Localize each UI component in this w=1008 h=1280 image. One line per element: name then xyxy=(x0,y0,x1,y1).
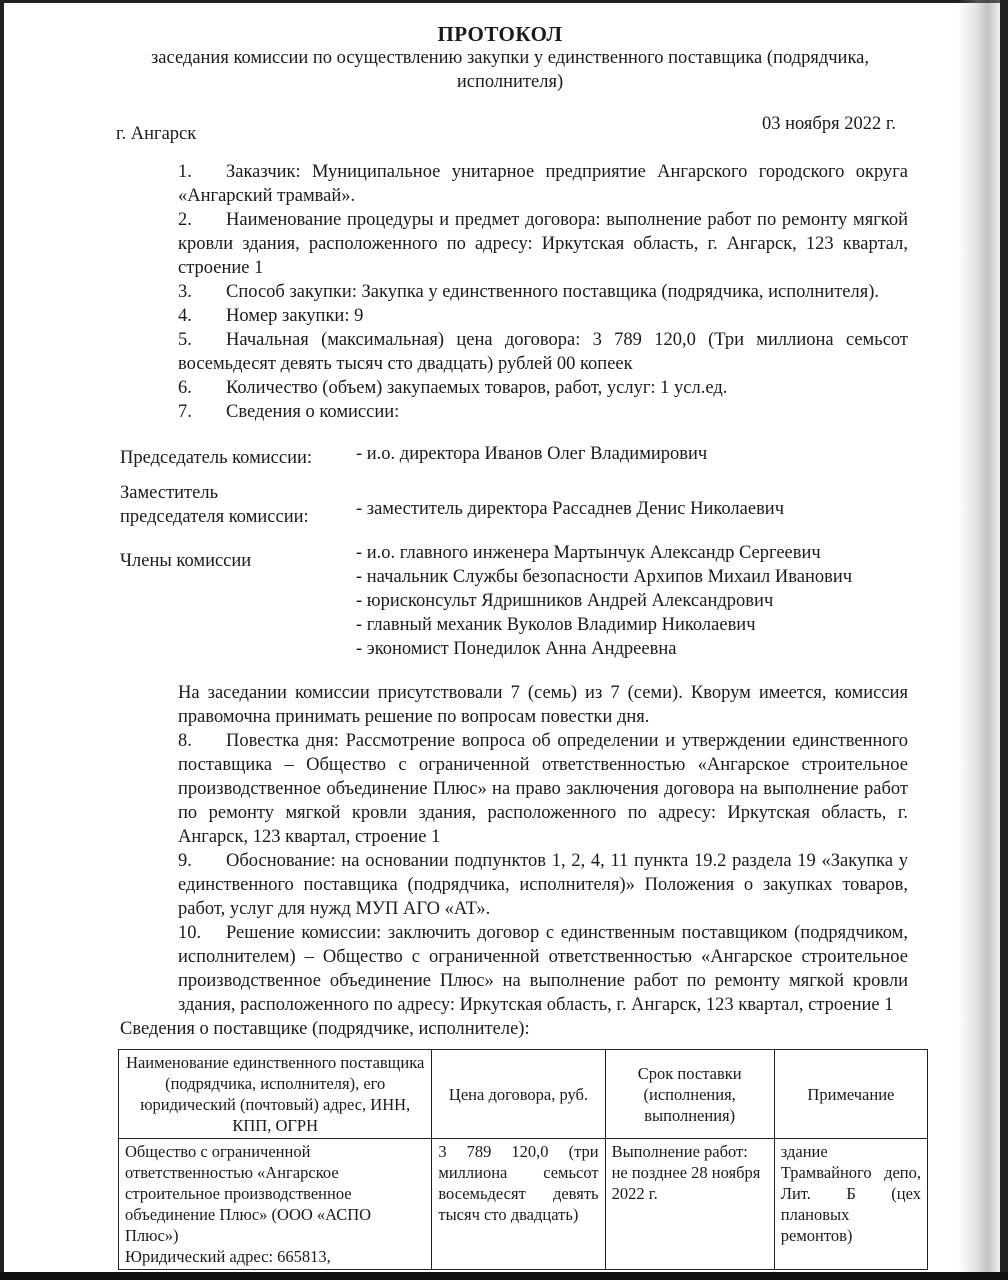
header-supplier: Наименование единственного поставщика (подрядчика, исполнителя), его юридический (почтовый) адрес, ИНН, КПП, ОГРН xyxy=(119,1050,432,1139)
item-2: 2. Наименование процедуры и предмет договора: выполнение работ по ремонту мягкой кровли здания, расположенного по адресу: Иркутская область, г. Ангарск, 123 квартал, строение 1 xyxy=(178,210,908,278)
member-2: - начальник Службы безопасности Архипов Михаил Иванович xyxy=(356,567,853,587)
document-date: 03 ноября 2022 г. xyxy=(762,114,896,134)
subtitle-line-1: заседания комиссии по осуществлению закупки у единственного поставщика (подрядчика, xyxy=(150,48,869,68)
items-block xyxy=(120,160,908,424)
table-header-row xyxy=(119,1050,928,1139)
document-subtitle xyxy=(100,46,920,94)
scan-border-right xyxy=(1000,0,1008,1280)
members-list xyxy=(356,541,852,661)
quorum-paragraph: На заседании комиссии присутствовали 7 (семь) из 7 (семи). Кворум имеется, комиссия правомочна принимать решение по вопросам повестки дня. xyxy=(178,683,908,727)
cell-price: 3 789 120,0 (три миллиона семьсот восемьдесят девять тысяч сто двадцать) xyxy=(432,1139,605,1270)
cell-note: здание Трамвайного депо, Лит. Б (цех плановых ремонтов) xyxy=(774,1139,927,1270)
item-10: 10. Решение комиссии: заключить договор с единственным поставщиком (подрядчиком, исполнителем) – Общество с ограниченной ответственностью «Ангарское строительное производственное объединение Плюс» на выполнение работ по ремонту мягкой кровли здания, расположенного по адресу: Иркутская область, г. Ангарск, 123 квартал, строение 1 xyxy=(178,923,908,1015)
cell-supplier xyxy=(119,1139,432,1270)
deputy-value: - заместитель директора Рассаднев Денис Николаевич xyxy=(356,499,785,519)
subtitle-line-2: исполнителя) xyxy=(456,72,564,92)
members-label: Члены комиссии xyxy=(120,551,252,571)
supplier-address: Юридический адрес: 665813, xyxy=(125,1247,331,1266)
item-4: 4. Номер закупки: 9 xyxy=(178,306,364,326)
supplier-name: Общество с ограниченной ответственностью «Ангарское строительное производственное объединение Плюс» (ООО «АСПО Плюс») xyxy=(125,1142,372,1245)
item-7: 7. Сведения о комиссии: xyxy=(178,402,400,422)
member-5: - экономист Понедилок Анна Андреевна xyxy=(356,639,677,659)
member-4: - главный механик Вуколов Владимир Николаевич xyxy=(356,615,756,635)
item-3: 3. Способ закупки: Закупка у единственного поставщика (подрядчика, исполнителя). xyxy=(178,282,880,302)
item-8: 8. Повестка дня: Рассмотрение вопроса об определении и утверждении единственного поставщика – Общество с ограниченной ответственностью «Ангарское строительное производственное объединение Плюс» на право заключения договора на выполнение работ по ремонту мягкой кровли здания, расположенного по адресу: Иркутская область, г. Ангарск, 123 квартал, строение 1 xyxy=(178,731,908,847)
decision-block xyxy=(120,681,908,1041)
city: г. Ангарск xyxy=(116,124,197,144)
supplier-table xyxy=(118,1049,928,1270)
cell-term: Выполнение работ: не позднее 28 ноября 2022 г. xyxy=(605,1139,774,1270)
scan-border-bottom xyxy=(0,1272,1008,1280)
item-1: 1. Заказчик: Муниципальное унитарное предприятие Ангарского городского округа «Ангарский трамвай». xyxy=(178,162,908,206)
item-5: 5. Начальная (максимальная) цена договора: 3 789 120,0 (Три миллиона семьсот восемьдесят девять тысяч сто двадцать) рублей 00 копеек xyxy=(178,330,908,374)
member-1: - и.о. главного инженера Мартынчук Александр Сергеевич xyxy=(356,543,821,563)
chair-value: - и.о. директора Иванов Олег Владимирович xyxy=(356,444,708,464)
member-3: - юрисконсульт Ядришников Андрей Александрович xyxy=(356,591,774,611)
item-6: 6. Количество (объем) закупаемых товаров, работ, услуг: 1 усл.ед. xyxy=(178,378,728,398)
header-note: Примечание xyxy=(774,1050,927,1139)
header-term: Срок поставки (исполнения, выполнения) xyxy=(605,1050,774,1139)
item-9: 9. Обоснование: на основании подпунктов 1, 2, 4, 11 пункта 19.2 раздела 19 «Закупка у единственного поставщика (подрядчика, исполнителя)» Положения о закупках товаров, работ, услуг для нужд МУП АГО «АТ». xyxy=(178,851,908,919)
header-price: Цена договора, руб. xyxy=(432,1050,605,1139)
table-row xyxy=(119,1139,928,1270)
document-title: ПРОТОКОЛ xyxy=(437,22,563,46)
deputy-label: Заместитель председателя комиссии: xyxy=(120,483,309,527)
chair-label: Председатель комиссии: xyxy=(120,448,313,468)
supplier-caption: Сведения о поставщике (подрядчике, исполнителе): xyxy=(120,1019,530,1039)
